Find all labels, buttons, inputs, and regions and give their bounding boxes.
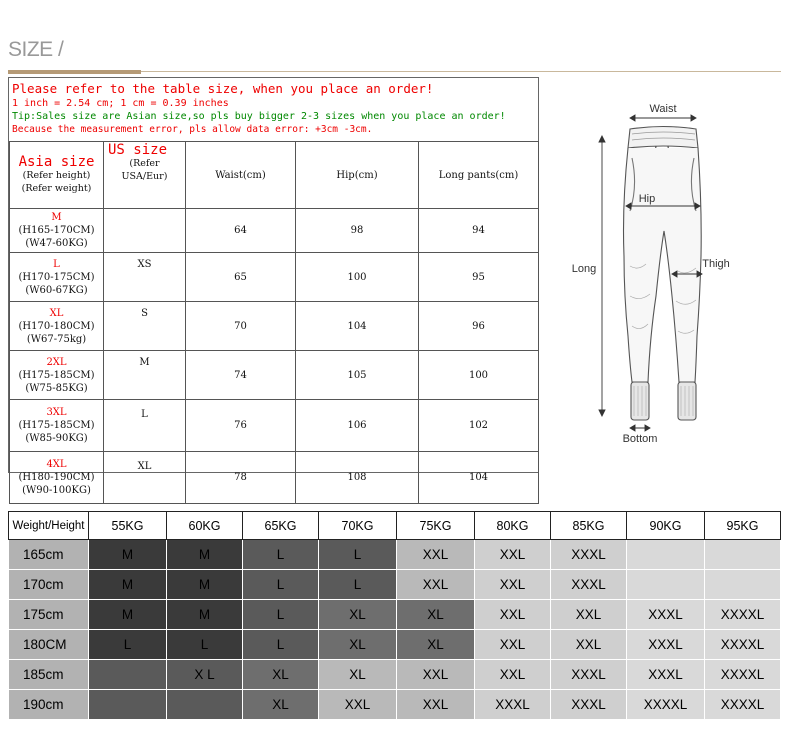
us-size-cell: M	[104, 351, 186, 400]
weight-column-header: 75KG	[397, 512, 475, 540]
pants-measurement-diagram	[568, 96, 783, 446]
long-cell: 102	[419, 400, 539, 452]
note-inch-conversion: 1 inch = 2.54 cm; 1 cm = 0.39 inches	[12, 98, 229, 109]
title-divider	[141, 71, 781, 72]
weight-column-header: 80KG	[475, 512, 551, 540]
size-cell: XXXL	[551, 570, 627, 600]
hip-cell: 106	[296, 400, 419, 452]
weight-height-size-grid	[8, 511, 781, 720]
weight-column-header: 85KG	[551, 512, 627, 540]
size-cell: XL	[243, 690, 319, 720]
size-cell: XXL	[319, 690, 397, 720]
size-cell	[627, 570, 705, 600]
note-measurement-error: Because the measurement error, pls allow data error: +3cm -3cm.	[12, 124, 373, 135]
hip-label: Hip	[638, 193, 656, 205]
size-cell: L	[243, 630, 319, 660]
weight-column-header: 55KG	[89, 512, 167, 540]
weight-column-header: 65KG	[243, 512, 319, 540]
size-cell: L	[243, 540, 319, 570]
size-cell: XXXL	[627, 600, 705, 630]
weight-height-corner: Weight/Height	[9, 512, 89, 540]
size-cell: XXXXL	[705, 690, 781, 720]
size-cell: XXL	[551, 630, 627, 660]
long-cell: 100	[419, 351, 539, 400]
size-cell: XXL	[475, 600, 551, 630]
long-label: Long	[571, 263, 597, 275]
size-cell: XL	[397, 600, 475, 630]
size-cell: XXXL	[551, 540, 627, 570]
title-underline	[8, 70, 141, 74]
size-cell: XXXXL	[705, 630, 781, 660]
weight-column-header: 95KG	[705, 512, 781, 540]
size-cell: M	[167, 540, 243, 570]
size-cell	[89, 690, 167, 720]
table-row	[9, 570, 781, 600]
table-row	[9, 690, 781, 720]
asia-size-chart	[8, 77, 539, 496]
size-cell: XXL	[551, 600, 627, 630]
us-size-cell: L	[104, 400, 186, 452]
size-cell: L	[167, 630, 243, 660]
size-cell	[627, 540, 705, 570]
weight-column-header: 60KG	[167, 512, 243, 540]
pants-illustration	[624, 127, 702, 421]
table-row	[10, 400, 539, 452]
long-cell: 104	[419, 452, 539, 504]
waist-header: Waist(cm)	[186, 142, 296, 209]
asia-size-cell: 3XL (H175-185CM) (W85-90KG)	[10, 400, 104, 452]
us-size-header: US size (Refer USA/Eur)	[104, 142, 186, 209]
size-notes	[12, 81, 506, 135]
table-row	[9, 540, 781, 570]
grid-header-row	[9, 512, 781, 540]
waist-label: Waist	[649, 103, 677, 115]
hip-header: Hip(cm)	[296, 142, 419, 209]
size-cell: XXL	[475, 540, 551, 570]
asia-size-cell: XL (H170-180CM) (W67-75kg)	[10, 302, 104, 351]
asia-size-header: Asia size (Refer height) (Refer weight)	[10, 142, 104, 209]
size-cell: XXXXL	[705, 600, 781, 630]
size-cell: L	[243, 570, 319, 600]
size-cell: XL	[319, 630, 397, 660]
size-cell: XXXXL	[705, 660, 781, 690]
page-title: SIZE /	[8, 38, 64, 61]
size-cell: M	[167, 570, 243, 600]
size-cell: M	[89, 600, 167, 630]
asia-size-cell: 2XL (H175-185CM) (W75-85KG)	[10, 351, 104, 400]
height-row-label: 190cm	[9, 690, 89, 720]
table-row	[10, 452, 539, 504]
hip-cell: 105	[296, 351, 419, 400]
size-cell	[705, 570, 781, 600]
waist-cell: 70	[186, 302, 296, 351]
long-cell: 95	[419, 253, 539, 302]
asia-size-table	[9, 141, 539, 504]
table-row	[10, 302, 539, 351]
grid-body	[9, 540, 781, 720]
long-cell: 94	[419, 209, 539, 253]
thigh-label: Thigh	[702, 258, 730, 270]
long-cell: 96	[419, 302, 539, 351]
hip-cell: 100	[296, 253, 419, 302]
size-cell	[167, 690, 243, 720]
hip-cell: 108	[296, 452, 419, 504]
size-cell: X L	[167, 660, 243, 690]
size-cell: XXL	[397, 540, 475, 570]
asia-size-cell: 4XL (H180-190CM) (W90-100KG)	[10, 452, 104, 504]
size-cell: M	[167, 600, 243, 630]
size-cell: L	[243, 600, 319, 630]
asia-size-cell: M (H165-170CM) (W47-60KG)	[10, 209, 104, 253]
size-cell: XXXL	[475, 690, 551, 720]
size-cell: XXXL	[551, 660, 627, 690]
size-cell: XXXXL	[627, 690, 705, 720]
note-asian-size-tip: Tip:Sales size are Asian size,so pls buy bigger 2-3 sizes when you place an order!	[12, 111, 506, 122]
note-refer-table: Please refer to the table size, when you place an order!	[12, 81, 434, 96]
size-cell: XL	[397, 630, 475, 660]
table-row	[10, 253, 539, 302]
size-cell: M	[89, 570, 167, 600]
size-cell: XXL	[475, 630, 551, 660]
waist-cell: 65	[186, 253, 296, 302]
hip-cell: 98	[296, 209, 419, 253]
hip-cell: 104	[296, 302, 419, 351]
weight-column-header: 90KG	[627, 512, 705, 540]
asia-table-header	[10, 142, 539, 209]
table-row	[10, 209, 539, 253]
height-row-label: 175cm	[9, 600, 89, 630]
size-cell: XXXL	[627, 630, 705, 660]
size-cell: L	[319, 540, 397, 570]
table-row	[9, 660, 781, 690]
size-cell: XXL	[397, 570, 475, 600]
size-cell: XXL	[475, 570, 551, 600]
size-cell: L	[319, 570, 397, 600]
size-cell: XXXL	[627, 660, 705, 690]
waist-cell: 76	[186, 400, 296, 452]
table-row	[9, 630, 781, 660]
size-cell	[705, 540, 781, 570]
us-size-cell	[104, 209, 186, 253]
waist-cell: 64	[186, 209, 296, 253]
us-size-cell: XS	[104, 253, 186, 302]
us-size-cell: S	[104, 302, 186, 351]
waist-cell: 78	[186, 452, 296, 504]
size-cell: XL	[243, 660, 319, 690]
size-cell: XXL	[397, 690, 475, 720]
height-row-label: 180CM	[9, 630, 89, 660]
us-size-cell: XL	[104, 452, 186, 504]
size-cell: XXL	[397, 660, 475, 690]
size-cell: XL	[319, 600, 397, 630]
size-cell: XXL	[475, 660, 551, 690]
asia-size-cell: L (H170-175CM) (W60-67KG)	[10, 253, 104, 302]
bottom-label: Bottom	[622, 433, 658, 445]
size-cell: XXXL	[551, 690, 627, 720]
size-cell: XL	[319, 660, 397, 690]
table-row	[10, 351, 539, 400]
weight-column-header: 70KG	[319, 512, 397, 540]
height-row-label: 170cm	[9, 570, 89, 600]
waist-cell: 74	[186, 351, 296, 400]
height-row-label: 185cm	[9, 660, 89, 690]
size-cell: M	[89, 540, 167, 570]
size-cell: L	[89, 630, 167, 660]
long-pants-header: Long pants(cm)	[419, 142, 539, 209]
size-cell	[89, 660, 167, 690]
table-row	[9, 600, 781, 630]
height-row-label: 165cm	[9, 540, 89, 570]
